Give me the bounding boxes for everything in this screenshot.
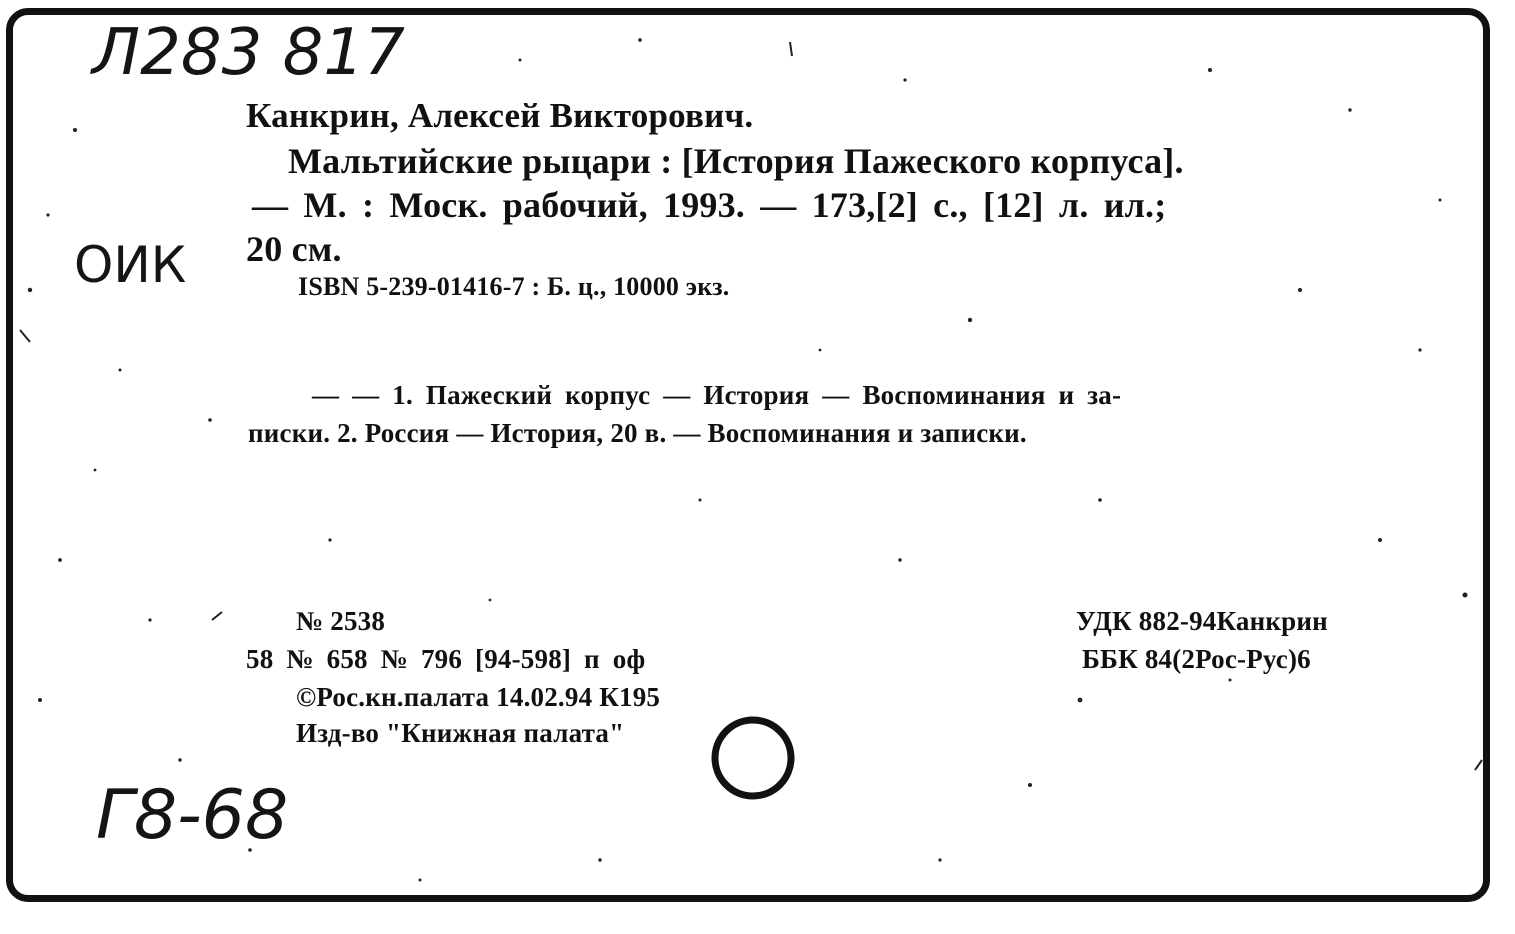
subject-line-2: писки. 2. Россия — История, 20 в. — Воспоминания и записки. bbox=[248, 418, 1027, 448]
subject-line-1: — — 1. Пажеский корпус — История — Воспоминания и за- bbox=[312, 380, 1122, 410]
isbn-line: ISBN 5-239-01416-7 : Б. ц., 10000 экз. bbox=[298, 272, 730, 301]
punch-hole-circle bbox=[710, 715, 796, 801]
title-line: Мальтийские рыцари : [История Пажеского корпуса]. bbox=[288, 141, 1184, 181]
handwritten-location-code: ОИК bbox=[74, 236, 187, 294]
publisher-line: Изд-во "Книжная палата" bbox=[296, 718, 625, 748]
record-details: 58 № 658 № 796 [94-598] п оф bbox=[246, 644, 646, 674]
imprint-line: — М. : Моск. рабочий, 1993. — 173,[2] с., [12] л. ил.; bbox=[252, 185, 1167, 225]
udk-code: УДК 882-94Канкрин bbox=[1076, 606, 1328, 636]
bbk-code: ББК 84(2Рос-Рус)6 bbox=[1082, 644, 1311, 674]
record-number: № 2538 bbox=[296, 606, 386, 636]
author-heading: Канкрин, Алексей Викторович. bbox=[246, 96, 754, 135]
size-line: 20 см. bbox=[246, 229, 342, 269]
copyright-line: ©Рос.кн.палата 14.02.94 К195 bbox=[296, 682, 661, 712]
handwritten-call-number: Л283 817 bbox=[92, 16, 405, 90]
handwritten-shelf-mark: Г8-68 bbox=[96, 776, 289, 855]
